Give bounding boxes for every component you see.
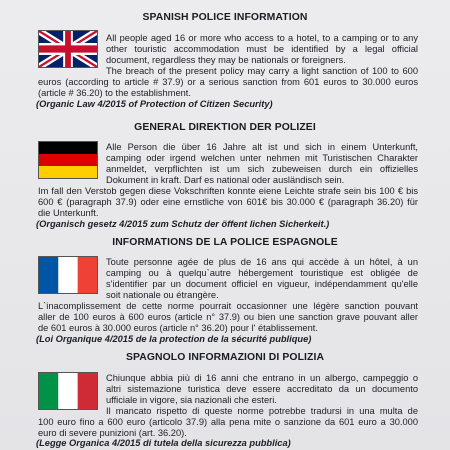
text-line: de 601 euros à 30.000 euros (article n° 36.20) pour l' établissement. bbox=[38, 323, 318, 333]
law-citation: (Legge Organica 4/2015 di tutela della sicurezza pubblica) bbox=[36, 438, 291, 448]
text-line: anmeldet, verpflichten ist um sich zubeweisen durch ein offizielles bbox=[106, 164, 418, 174]
french-flag-icon bbox=[38, 256, 98, 294]
text-line: camping ou à quelqu`autre hébergement touristique est obligée de bbox=[106, 268, 418, 278]
law-citation: (Loi Organique 4/2015 de la protection de la sécurité publique) bbox=[36, 334, 312, 344]
text-line: camping oder irgend welchen unter nehmen mit Turistischen Charakter bbox=[106, 153, 418, 163]
text-line: euros (according to article # 37.9) or a serious sanction from 601 euros to 30.000 euros bbox=[38, 77, 418, 87]
text-line: Chiunque abbia più di 16 anni che entrano in un albergo, campeggio o bbox=[106, 373, 418, 383]
text-line: other touristic accommodation must be identified by a legal official bbox=[106, 44, 418, 54]
text-line: Alle Person die über 16 Jahre alt ist und sich in einem Unterkunft, bbox=[106, 142, 418, 152]
german-flag-icon bbox=[38, 141, 98, 179]
law-citation: (Organic Law 4/2015 of Protection of Citizen Security) bbox=[36, 99, 273, 109]
text-line: Dokument in kraft. Darf es national oder ausländisch sein. bbox=[106, 175, 345, 185]
text-line: Il mancato rispetto di queste norme potrebbe tradursi in una multa de bbox=[106, 406, 418, 416]
text-line: aller de 100 euros à 600 euros (article n° 37.9) ou bien une sanction grave pouvant aller bbox=[38, 312, 418, 322]
text-line: die Unterkunft. bbox=[38, 208, 99, 218]
text-line: s'identifier par un document officiel en vigueur, indépendamment qu'elle bbox=[106, 279, 418, 289]
text-line: altri sistemazione turistica deve essere accreditato da un documento bbox=[106, 384, 418, 394]
text-line: (article # 36.20) to the establishment. bbox=[38, 88, 191, 98]
uk-flag-icon bbox=[38, 30, 98, 68]
italian-flag-icon bbox=[38, 372, 98, 410]
section-heading-en: SPANISH POLICE INFORMATION bbox=[142, 12, 308, 23]
text-line: The breach of the present policy may carry a light sanction of 100 to 600 bbox=[106, 66, 418, 76]
section-heading-de: GENERAL DIREKTION DER POLIZEI bbox=[134, 122, 316, 133]
text-line: L`inacomplissement de cette norme pourrait occasionner une légère sanction pouvant bbox=[38, 301, 418, 311]
text-line: All people aged 16 or more who access to a hotel, to a camping or to any bbox=[106, 33, 418, 43]
text-line: Im fall den Verstob gegen diese Vokschriften konnte eiene Leichte strafe sein bis 100 € bis bbox=[38, 186, 418, 196]
section-heading-fr: INFORMATIONS DE LA POLICE ESPAGNOLE bbox=[112, 237, 338, 248]
text-line: euro di severe punizioni (art. 36.20). bbox=[38, 428, 187, 438]
section-heading-it: SPAGNOLO INFORMAZIONI DI POLIZIA bbox=[125, 352, 325, 363]
text-line: document, regardless they may be nationals or foreigners. bbox=[106, 55, 346, 65]
text-line: Toute personne agée de plus de 16 ans qui accède à un hôtel, à un bbox=[106, 257, 418, 267]
text-line: soit nationale ou étrangère. bbox=[106, 290, 219, 300]
text-line: ufficiale in vigore, sia nazionali che esteri. bbox=[106, 395, 277, 405]
law-citation: (Organisch gesetz 4/2015 zum Schutz der öffent lichen Sicherkeit.) bbox=[36, 219, 330, 229]
text-line: 100 euro fino a 600 euro (articolo 37.9) alla pena mite o sanzione da 601 euro a 30.000 bbox=[38, 417, 418, 427]
text-line: 600 € (paragraph 37.9) oder eine ernstliche von 601€ bis 30.000 € (paragraph 36.20) für bbox=[38, 197, 418, 207]
